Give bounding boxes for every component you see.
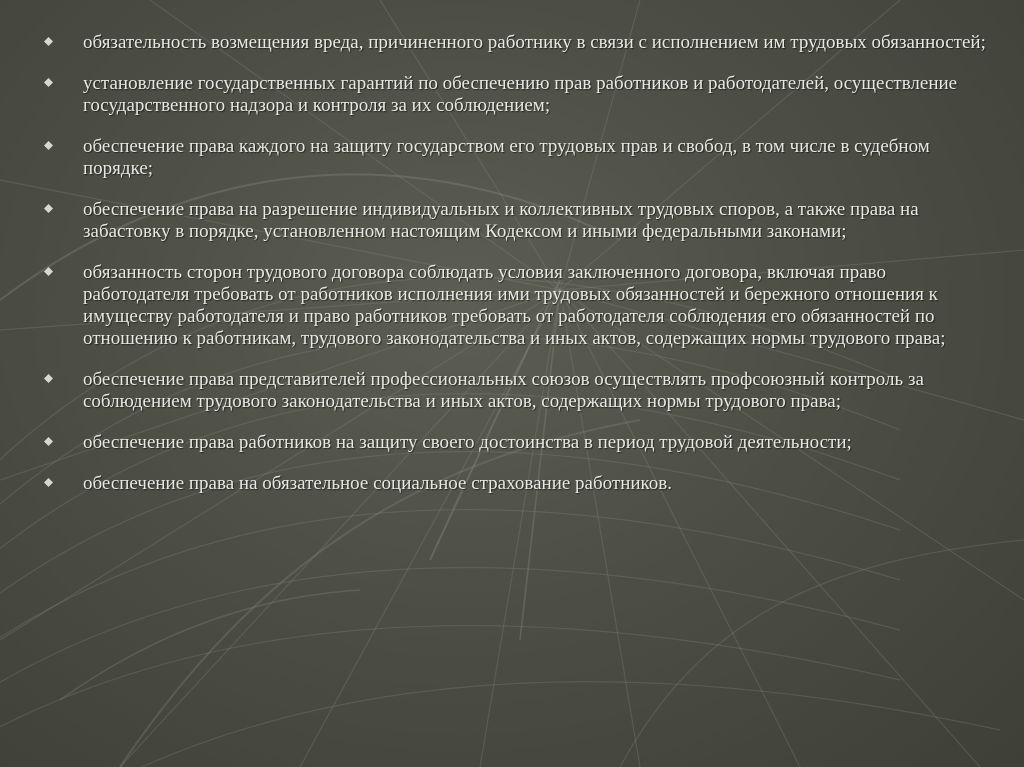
list-item-text: обязательность возмещения вреда, причиненного работнику в связи с исполнением им трудовых обязанностей; (83, 32, 986, 53)
list-item-text: обеспечение права представителей профессиональных союзов осуществлять профсоюзный контроль за соблюдением трудового законодательства и иных актов, содержащих нормы трудового права; (83, 369, 924, 412)
list-item (40, 473, 990, 495)
list-item-text: обеспечение права на обязательное социальное страхование работников. (83, 473, 673, 494)
list-item-text: обеспечение права работников на защиту своего достоинства в период трудовой деятельности; (83, 432, 852, 453)
slide-content (40, 32, 990, 514)
diamond-bullet-icon (44, 478, 53, 487)
list-item-text: установление государственных гарантий по обеспечению прав работников и работодателей, осуществление государственного надзора и контроля за их соблюдением; (83, 73, 958, 116)
list-item-text: обязанность сторон трудового договора соблюдать условия заключенного договора, включая право работодателя требовать от работников исполнения ими трудовых обязанностей и бережного отношения к имуществу работодателя и право работников требовать от работодателя соблюдения его обязанностей по отношению к работникам, трудового законодательства и иных актов, содержащих нормы трудового права; (83, 262, 946, 349)
diamond-bullet-icon (44, 374, 53, 383)
diamond-bullet-icon (44, 437, 53, 446)
diamond-bullet-icon (44, 141, 53, 150)
list-item (40, 432, 990, 454)
list-item (40, 136, 990, 180)
diamond-bullet-icon (44, 37, 53, 46)
diamond-bullet-icon (44, 204, 53, 213)
list-item (40, 32, 990, 54)
list-item (40, 199, 990, 243)
bullet-list (40, 32, 990, 495)
list-item-text: обеспечение права каждого на защиту государством его трудовых прав и свобод, в том числе в судебном порядке; (83, 136, 930, 179)
diamond-bullet-icon (44, 267, 53, 276)
list-item (40, 369, 990, 413)
list-item (40, 73, 990, 117)
diamond-bullet-icon (44, 78, 53, 87)
list-item (40, 262, 990, 350)
list-item-text: обеспечение права на разрешение индивидуальных и коллективных трудовых споров, а также права на забастовку в порядке, установленном настоящим Кодексом и иными федеральными законами; (83, 199, 919, 242)
